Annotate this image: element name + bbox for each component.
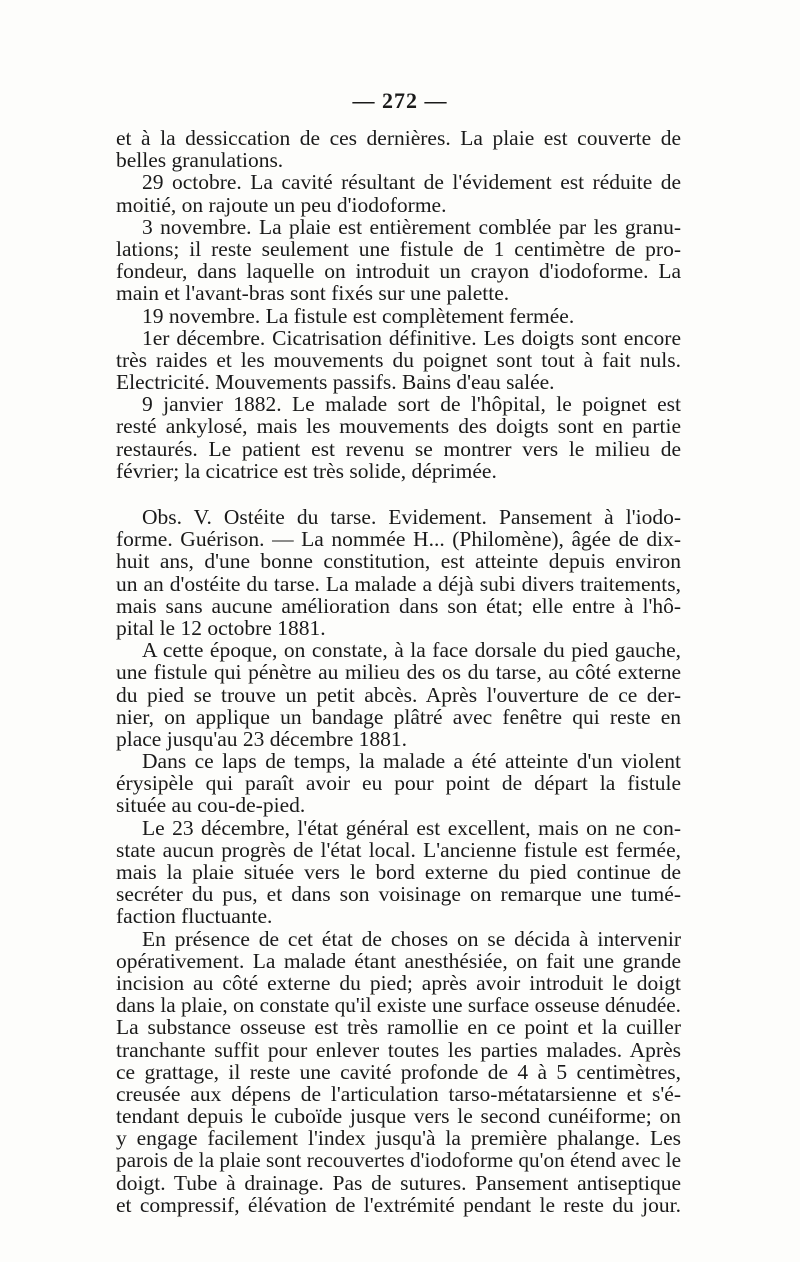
text-line: 3 novembre. La plaie est entièrement comblée par les granu-	[142, 214, 681, 239]
text-line: et à la dessiccation de ces dernières. La plaie est couverte de	[116, 126, 681, 150]
text-line: huit ans, d'une bonne constitution, est atteinte depuis environ	[116, 549, 681, 574]
text-line: Electricité. Mouvements passifs. Bains d'eau salée.	[116, 370, 555, 395]
text-line: février; la cicatrice est très solide, déprimée.	[116, 458, 497, 483]
text-line: 29 octobre. La cavité résultant de l'évidement est réduite de	[142, 170, 681, 195]
text-line: doigt. Tube à drainage. Pas de sutures. Pansement antiseptique	[116, 1170, 681, 1195]
page-number: — 272 —	[352, 88, 448, 113]
text-line: Obs. V. Ostéite du tarse. Evidement. Pansement à l'iodo-	[142, 505, 681, 529]
text-line: resté ankylosé, mais les mouvements des doigts sont en partie	[116, 414, 681, 439]
text-line: opérativement. La malade étant anesthésiée, on fait une grande	[116, 948, 681, 973]
text-line: parois de la plaie sont recouvertes d'iodoforme qu'on étend avec le	[116, 1148, 681, 1173]
text-line: forme. Guérison. — La nommée H... (Philomène), âgée de dix-	[116, 527, 681, 552]
text-line: incision au côté externe du pied; après avoir introduit le doigt	[116, 970, 681, 995]
text-line: La substance osseuse est très ramollie en ce point et la cuiller	[116, 1015, 681, 1040]
text-line: un an d'ostéite du tarse. La malade a déjà subi divers traitements,	[116, 571, 681, 596]
text-line: lations; il reste seulement une fistule de 1 centimètre de pro-	[116, 236, 681, 261]
text-line: mais sans aucune amélioration dans son état; elle entre à l'hô-	[116, 593, 681, 618]
text-line: creusée aux dépens de l'articulation tarso-métatarsienne et s'é-	[116, 1081, 681, 1106]
text-line: secréter du pus, et dans son voisinage on remarque une tumé-	[116, 882, 681, 907]
text-line: du pied se trouve un petit abcès. Après l'ouverture de ce der-	[116, 682, 681, 707]
text-line: ce grattage, il reste une cavité profonde de 4 à 5 centimètres,	[116, 1059, 681, 1084]
text-line: 19 novembre. La fistule est complètement fermée.	[142, 303, 575, 328]
text-line: dans la plaie, on constate qu'il existe une surface osseuse dénudée.	[116, 993, 681, 1018]
text-line: moitié, on rajoute un peu d'iodoforme.	[116, 192, 447, 217]
text-line: state aucun progrès de l'état local. L'ancienne fistule est fermée,	[116, 837, 681, 862]
text-line: A cette époque, on constate, à la face dorsale du pied gauche,	[142, 638, 681, 663]
text-line: une fistule qui pénètre au milieu des os du tarse, au côté externe	[116, 660, 681, 685]
text-line: nier, on applique un bandage plâtré avec fenêtre qui reste en	[116, 704, 681, 729]
text-line: et compressif, élévation de l'extrémité pendant le reste du jour.	[116, 1192, 681, 1217]
text-line: située au cou-de-pied.	[116, 793, 306, 818]
body-text	[116, 127, 681, 1216]
text-line: mais la plaie située vers le bord externe du pied continue de	[116, 860, 681, 884]
text-line: très raides et les mouvements du poignet sont tout à fait nuls.	[116, 347, 681, 372]
text-line: tranchante suffit pour enlever toutes les parties malades. Après	[116, 1037, 681, 1062]
text-line: place jusqu'au 23 décembre 1881.	[116, 726, 408, 751]
text-line: belles granulations.	[116, 148, 284, 173]
text-line: érysipèle qui paraît avoir eu pour point de départ la fistule	[116, 771, 681, 796]
text-line: y engage facilement l'index jusqu'à la première phalange. Les	[116, 1126, 681, 1151]
text-line: restaurés. Le patient est revenu se montrer vers le milieu de	[116, 436, 681, 461]
text-line: faction fluctuante.	[116, 904, 273, 929]
text-line: fondeur, dans laquelle on introduit un crayon d'iodoforme. La	[116, 259, 681, 284]
text-line: Le 23 décembre, l'état général est excellent, mais on ne con-	[142, 815, 681, 840]
text-line: En présence de cet état de choses on se décida à intervenir	[142, 926, 681, 951]
text-line: main et l'avant-bras sont fixés sur une palette.	[116, 281, 510, 306]
text-line: 9 janvier 1882. Le malade sort de l'hôpital, le poignet est	[142, 392, 681, 417]
text-line: tendant depuis le cuboïde jusque vers le second cunéiforme; on	[116, 1104, 681, 1129]
text-line: Dans ce laps de temps, la malade a été atteinte d'un violent	[142, 749, 681, 774]
text-line: 1er décembre. Cicatrisation définitive. Les doigts sont encore	[142, 325, 681, 350]
text-line: pital le 12 octobre 1881.	[116, 615, 326, 640]
